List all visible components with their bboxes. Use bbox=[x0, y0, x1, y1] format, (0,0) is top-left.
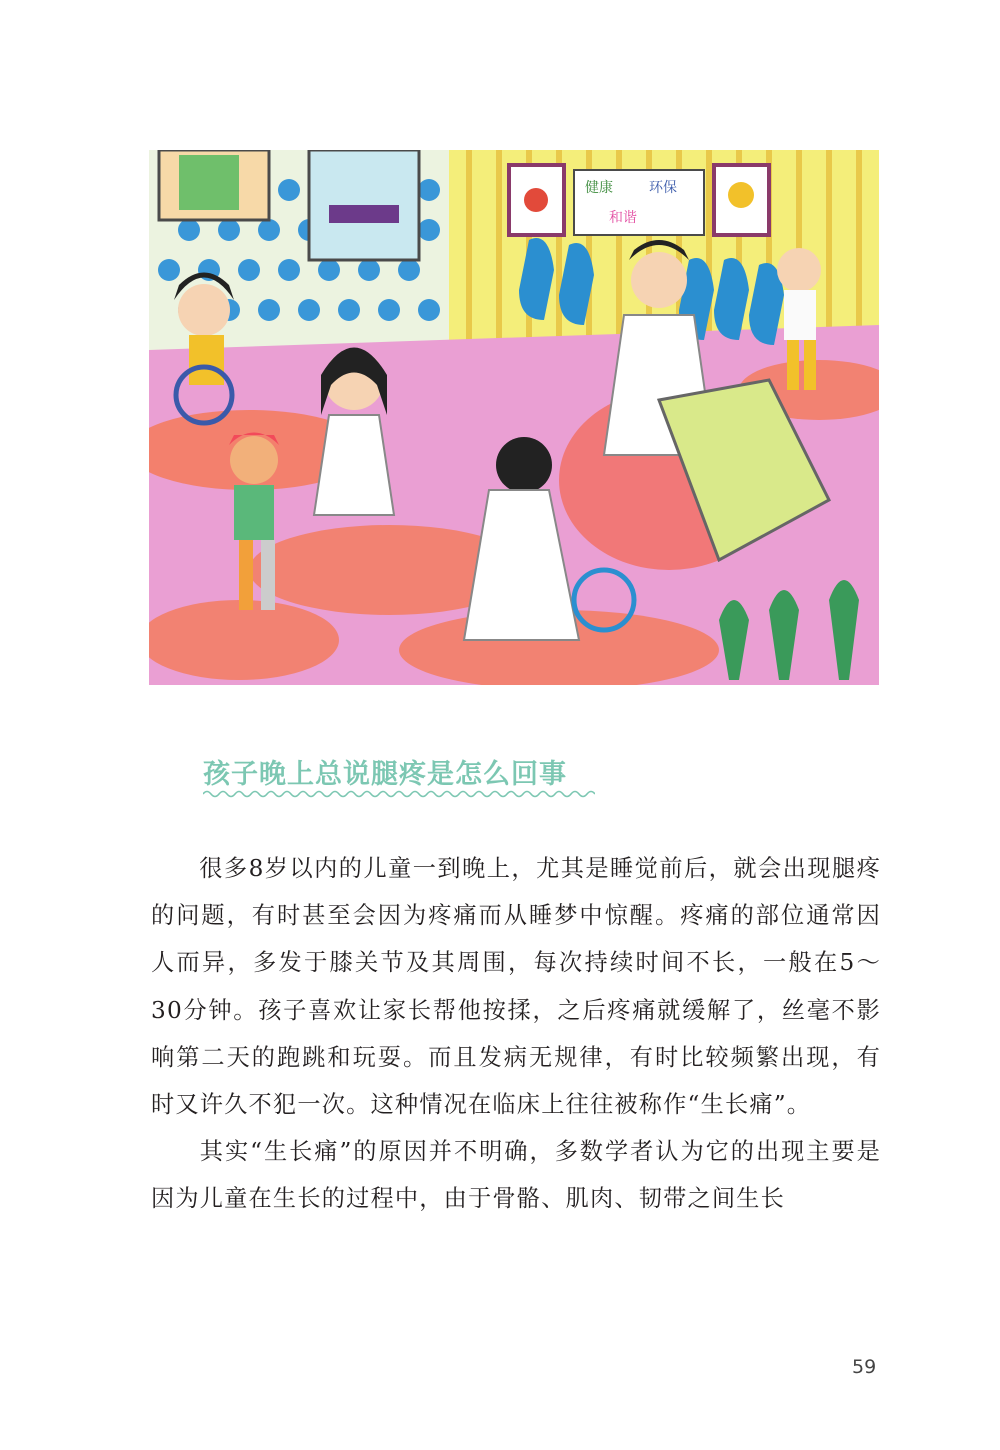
sign-text-health: 健康 bbox=[585, 180, 613, 196]
page-number: 59 bbox=[852, 1356, 877, 1378]
paragraph-2-text: 其实“生长痛”的原因并不明确，多数学者认为它的出现主要是因为儿童在生长的过程中，由于骨骼、肌肉、韧带之间生长 bbox=[151, 1138, 881, 1213]
body-text bbox=[151, 845, 881, 1223]
sign-text-harmony: 和谐 bbox=[609, 210, 637, 226]
heading-wavy-underline bbox=[203, 789, 595, 799]
paragraph-1-text: 很多8岁以内的儿童一到晚上，尤其是睡觉前后，就会出现腿疼的问题，有时甚至会因为疼痛而从睡梦中惊醒。疼痛的部位通常因人而异，多发于膝关节及其周围，每次持续时间不长，一般在5～30分钟。孩子喜欢让家长帮他按揉，之后疼痛就缓解了，丝毫不影响第二天的跑跳和玩耍。而且发病无规律，有时比较频繁出现，有时又许久不犯一次。这种情况在临床上往往被称作“生长痛”。 bbox=[151, 855, 881, 1119]
hospital-illustration bbox=[149, 150, 879, 685]
section-heading: 孩子晚上总说腿疼是怎么回事 bbox=[203, 759, 567, 790]
sign-text-eco: 环保 bbox=[649, 180, 677, 196]
paragraph-1 bbox=[151, 845, 881, 1128]
paragraph-2 bbox=[151, 1128, 881, 1222]
